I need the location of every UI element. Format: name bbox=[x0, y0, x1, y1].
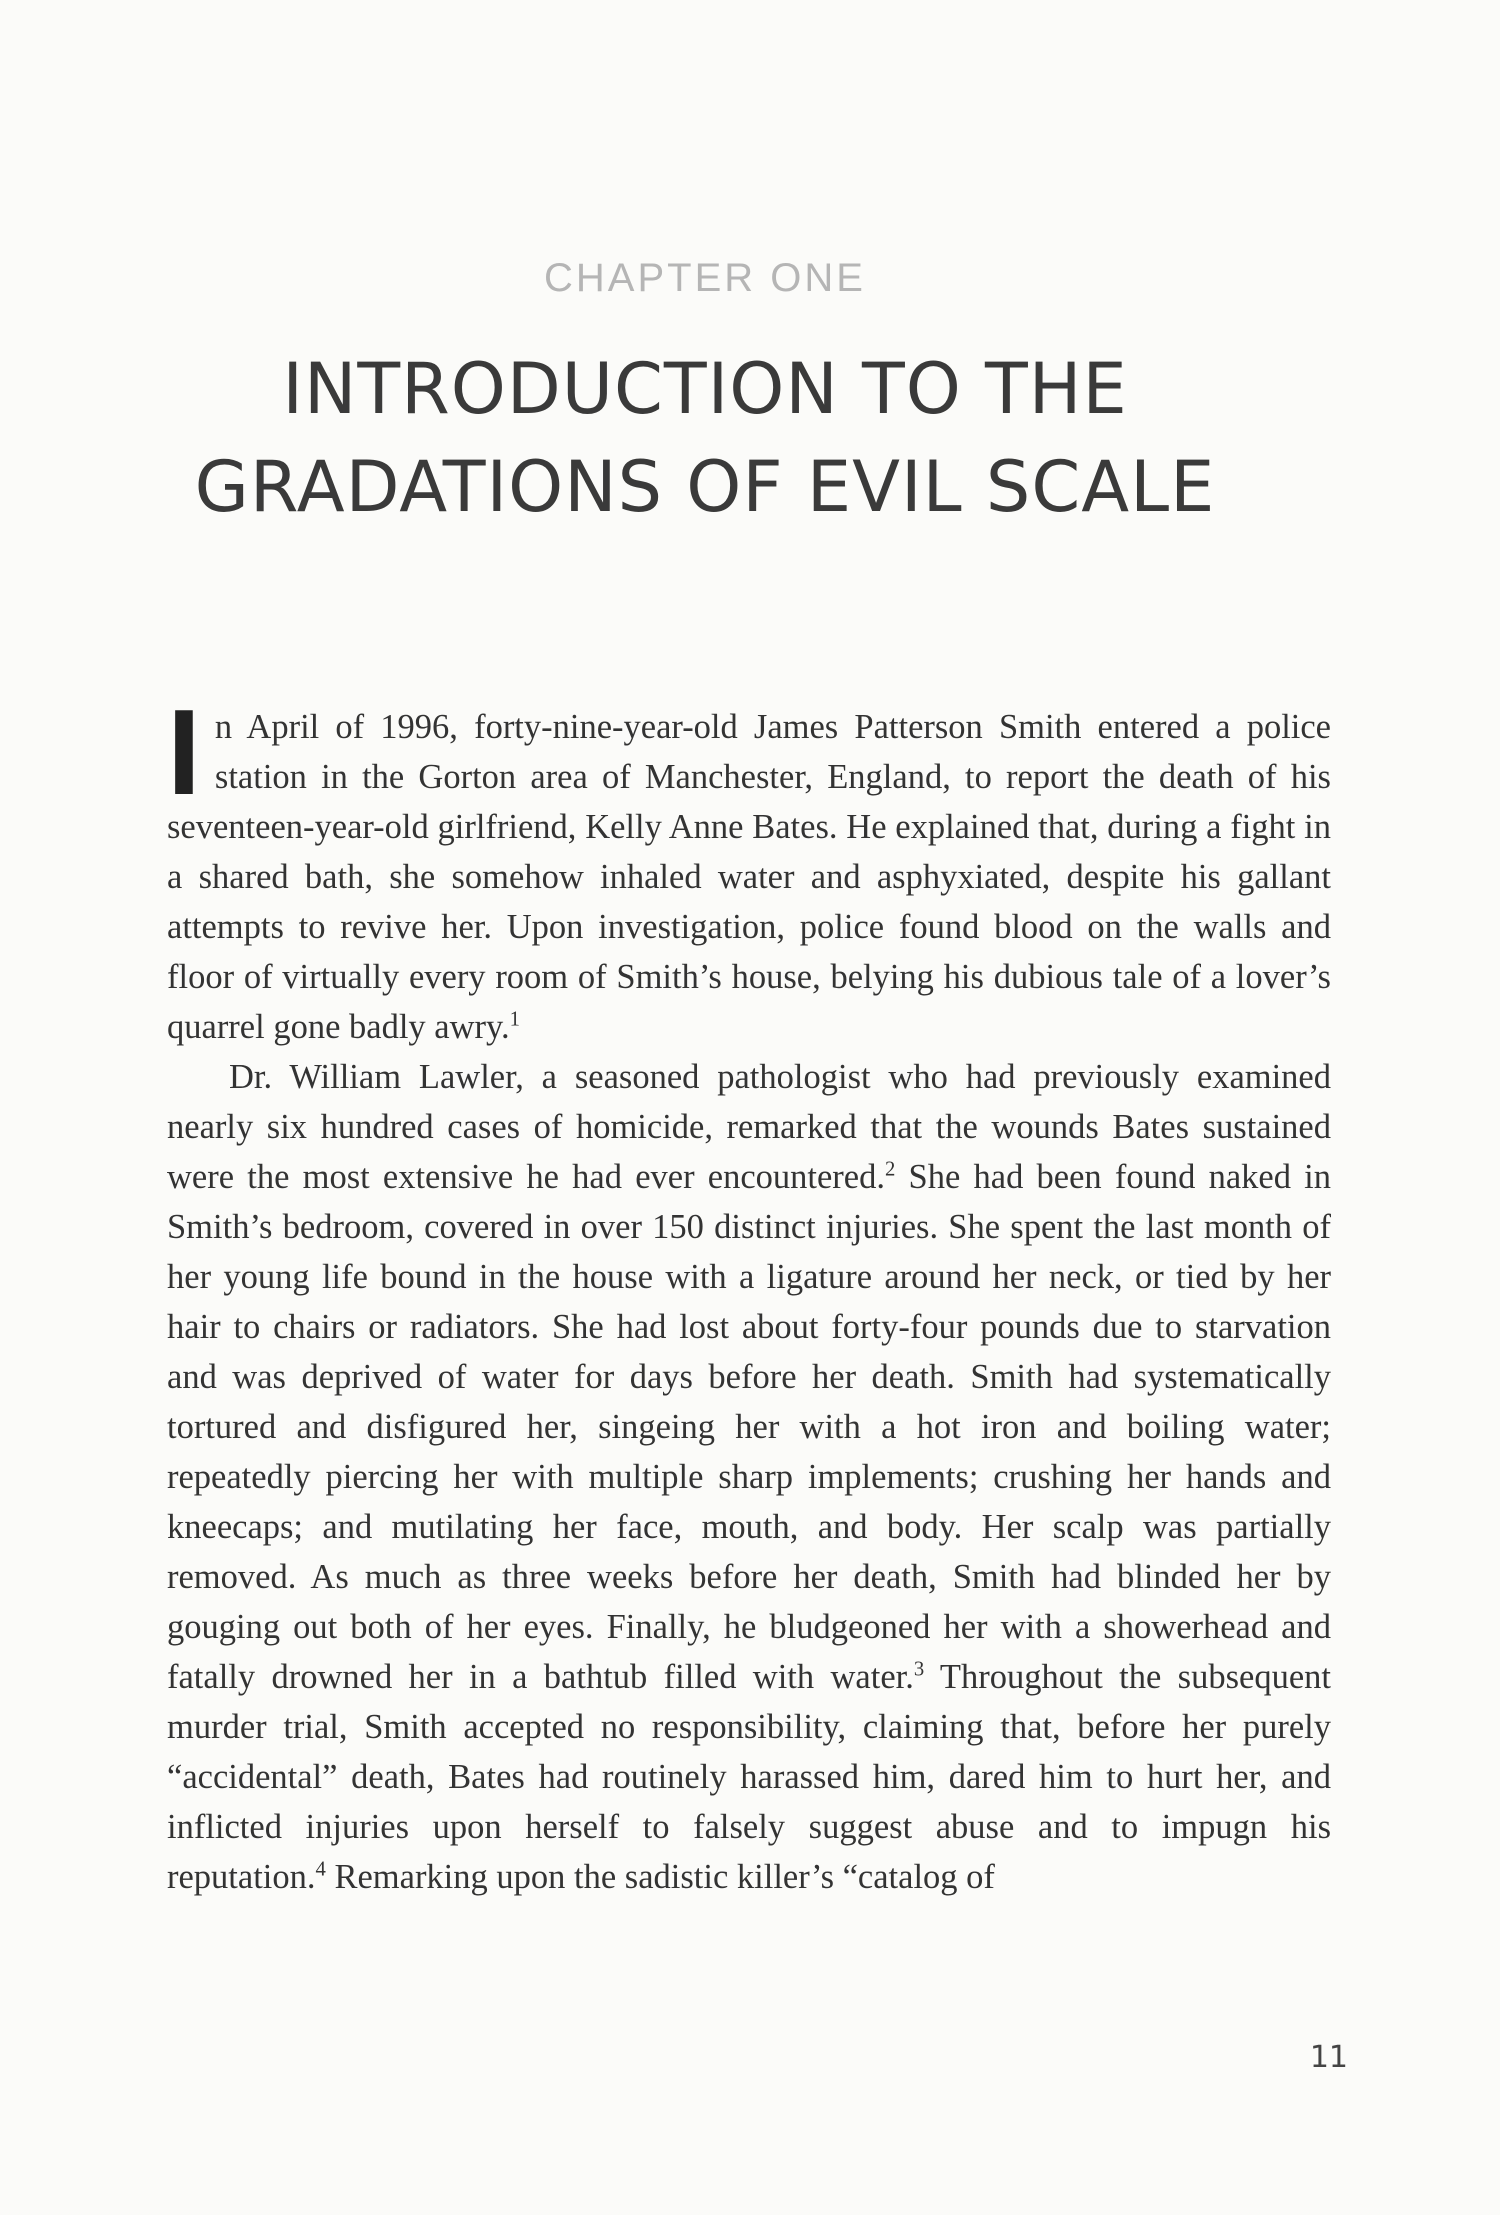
chapter-title-line-2: GRADATIONS OF EVIL SCALE bbox=[194, 446, 1216, 528]
paragraph-2-text-a: Dr. William Lawler, a seasoned pathologist who had previously examined nearly six hundred cases of homicide, remarked that the wounds Bates sustained were the most extensive he had ever encountered. bbox=[167, 1058, 1331, 1196]
footnote-ref-2: 2 bbox=[885, 1158, 896, 1181]
paragraph-2-text-d: Remarking upon the sadistic killer’s “catalog of bbox=[325, 1858, 995, 1896]
chapter-title-line-1: INTRODUCTION TO THE bbox=[282, 348, 1128, 430]
paragraph-1 bbox=[167, 684, 1331, 1052]
paragraph-1-text: n April of 1996, forty-nine-year-old James Patterson Smith entered a police station in the Gorton area of Manchester, England, to report the death of his seventeen-year-old girlfriend, Kelly Anne Bates. He explained that, during a fight in a shared bath, she somehow inhaled water and asphyxiated, despite his gallant attempts to revive her. Upon investigation, police found blood on the walls and floor of virtually every room of Smith’s house, belying his dubious tale of a lover’s quarrel gone badly awry. bbox=[167, 708, 1331, 1046]
paragraph-2 bbox=[167, 1052, 1331, 1902]
paragraph-2-text-c: Throughout the subsequent murder trial, Smith accepted no responsibility, claiming that, before her purely “accidental” death, Bates had routinely harassed him, dared him to hurt her, and inflicted injuries upon herself to falsely suggest abuse and to impugn his reputation. bbox=[167, 1658, 1331, 1896]
footnote-ref-1: 1 bbox=[509, 1008, 520, 1031]
footnote-ref-4: 4 bbox=[315, 1858, 326, 1881]
chapter-label: CHAPTER ONE bbox=[544, 256, 866, 300]
body-text bbox=[167, 684, 1332, 1902]
chapter-title bbox=[0, 340, 1410, 536]
footnote-ref-3: 3 bbox=[913, 1658, 925, 1681]
paragraph-2-text-b: She had been found naked in Smith’s bedroom, covered in over 150 distinct injuries. She spent the last month of her young life bound in the house with a ligature around her neck, or tied by her hair to chairs or radiators. She had lost about forty-four pounds due to starvation and was deprived of water for days before her death. Smith had systematically tortured and disfigured her, singeing her with a hot iron and boiling water; repeatedly piercing her with multiple sharp implements; crushing her hands and kneecaps; and mutilating her face, mouth, and body. Her scalp was partially removed. As much as three weeks before her death, Smith had blinded her by gouging out both of her eyes. Finally, he bludgeoned her with a showerhead and fatally drowned her in a bathtub filled with water. bbox=[167, 1158, 1332, 1696]
drop-cap: I bbox=[167, 684, 201, 820]
page-number: 11 bbox=[1309, 2040, 1348, 2075]
